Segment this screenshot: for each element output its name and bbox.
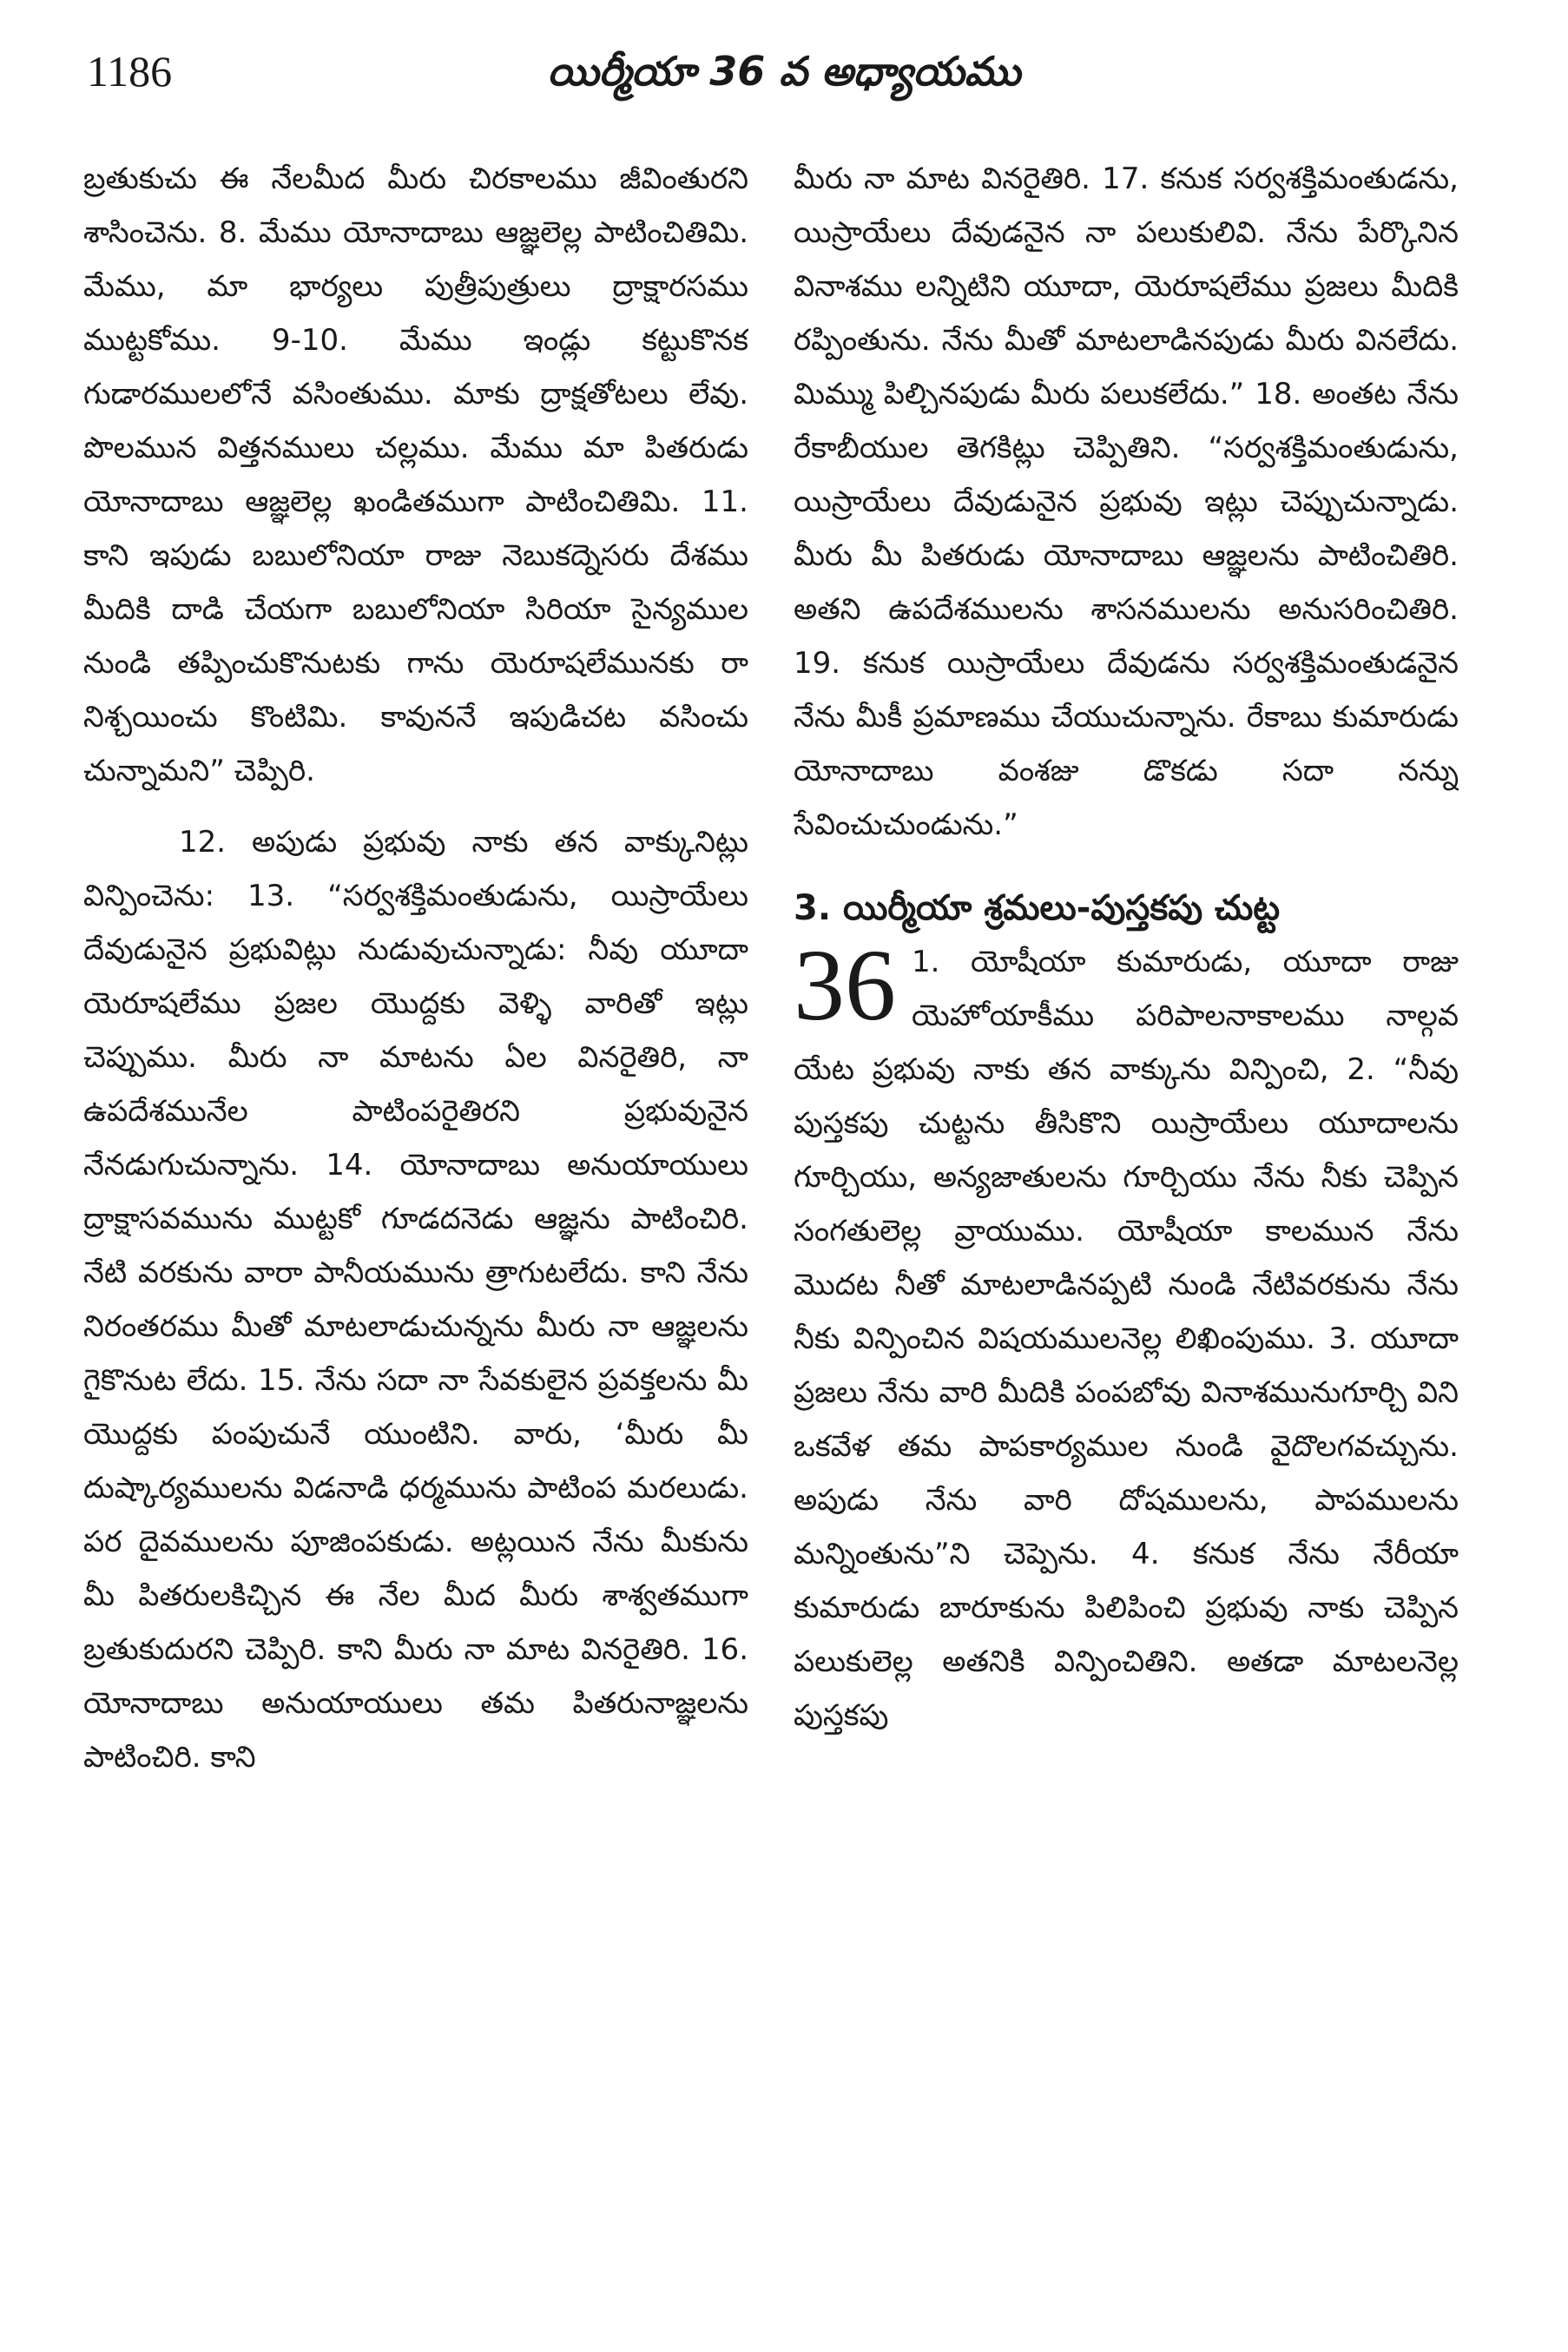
- right-paragraph-1: మీరు నా మాట వినరైతిరి. 17. కనుక సర్వశక్తిమంతుడను, యిస్రాయేలు దేవుడనైన నా పలుకులివి. నేను పేర్కొనిన వినాశము లన్నిటిని యూదా, యెరూషలేము ప్రజలు మీదికి రప్పింతును. నేను మీతో మాటలాడినపుడు మీరు వినలేదు. మిమ్ము పిల్చినపుడు మీరు పలుకలేదు.” 18. అంతట నేను రేకాబీయుల తెగకిట్లు చెప్పితిని. “సర్వశక్తిమంతుడును, యిస్రాయేలు దేవుడునైన ప్రభువు ఇట్లు చెప్పుచున్నాడు. మీరు మీ పితరుడు యోనాదాబు ఆజ్ఞలను పాటించితిరి. అతని ఉపదేశములను శాసనములను అనుసరించితిరి. 19. కనుక యిస్రాయేలు దేవుడను సర్వశక్తిమంతుడనైన నేను మీకీ ప్రమాణము చేయుచున్నాను. రేకాబు కుమారుడు యోనాదాబు వంశజు డొకడు సదా నన్ను సేవించుచుండును.”: [794, 161, 1459, 842]
- running-title: యిర్మీయా 36 వ అధ్యాయము: [547, 48, 1021, 95]
- chapter-block: [794, 928, 1459, 1743]
- right-column: [794, 152, 1459, 2322]
- left-paragraph-2: 12. అపుడు ప్రభువు నాకు తన వాక్కునిట్లు విన్పించెను: 13. “సర్వశక్తిమంతుడును, యిస్రాయేలు దేవుడునైన ప్రభువిట్లు నుడువుచున్నాడు: నీవు యూదా యెరూషలేము ప్రజల యొద్దకు వెళ్ళి వారితో ఇట్లు చెప్పుము. మీరు నా మాటను ఏల వినరైతిరి, నా ఉపదేశమునేల పాటింపరైతిరని ప్రభువునైన నేనడుగుచున్నాను. 14. యోనాదాబు అనుయాయులు ద్రాక్షాసవమును ముట్టకో గూడదనెడు ఆజ్ఞను పాటించిరి. నేటి వరకును వారా పానీయమును త్రాగుటలేదు. కాని నేను నిరంతరము మీతో మాటలాడుచున్నను మీరు నా ఆజ్ఞలను గైకొనుట లేదు. 15. నేను సదా నా సేవకులైన ప్రవక్తలను మీ యొద్దకు పంపుచునే యుంటిని. వారు, ‘మీరు మీ దుష్కార్యములను విడనాడి ధర్మమును పాటింప మరలుడు. పర దైవములను పూజింపకుడు. అట్లయిన నేను మీకును మీ పితరులకిచ్చిన ఈ నేల మీద మీరు శాశ్వతముగా బ్రతుకుదురని చెప్పిరి. కాని మీరు నా మాట వినరైతిరి. 16. యోనాదాబు అనుయాయులు తమ పితరునాజ్ఞలను పాటించిరి. కాని: [83, 825, 748, 1775]
- chapter-number: 36: [794, 928, 896, 1042]
- page-header: [87, 35, 1481, 113]
- page-number: 1186: [87, 47, 173, 96]
- right-paragraph-2: 1. యోషీయా కుమారుడు, యూదా రాజు యెహోయాకీము పరిపాలనాకాలము నాల్గవ యేట ప్రభువు నాకు తన వాక్కును విన్పించి, 2. “నీవు పుస్తకపు చుట్టను తీసికొని యిస్రాయేలు యూదాలను గూర్చియు, అన్యజాతులను గూర్చియు నేను నీకు చెప్పిన సంగతులెల్ల వ్రాయుము. యోషీయా కాలమున నేను మొదట నీతో మాటలాడినప్పటి నుండి నేటివరకును నేను నీకు విన్పించిన విషయములనెల్ల లిఖింపుము. 3. యూదా ప్రజలు నేను వారి మీదికి పంపబోవు వినాశమునుగూర్చి విని ఒకవేళ తమ పాపకార్యముల నుండి వైదొలగవచ్చును. అపుడు నేను వారి దోషములను, పాపములను మన్నింతును”ని చెప్పెను. 4. కనుక నేను నేరీయా కుమారుడు బారూకును పిలిపించి ప్రభువు నాకు చెప్పిన పలుకులెల్ల అతనికి విన్పించితిని. అతడా మాటలనెల్ల పుస్తకపు: [794, 945, 1459, 1733]
- left-column: [83, 152, 748, 2322]
- section-heading: 3. యిర్మీయా శ్రమలు-పుస్తకపు చుట్ట: [794, 888, 1281, 928]
- left-paragraph-1: బ్రతుకుచు ఈ నేలమీద మీరు చిరకాలము జీవింతురని శాసించెను. 8. మేము యోనాదాబు ఆజ్ఞలెల్ల పాటించితిమి. మేము, మా భార్యలు పుత్రీపుత్రులు ద్రాక్షారసము ముట్టకోము. 9-10. మేము ఇండ్లు కట్టుకొనక గుడారములలోనే వసింతుము. మాకు ద్రాక్షతోటలు లేవు. పొలమున విత్తనములు చల్లము. మేము మా పితరుడు యోనాదాబు ఆజ్ఞలెల్ల ఖండితముగా పాటించితిమి. 11. కాని ఇపుడు బబులోనియా రాజు నెబుకద్నెసరు దేశము మీదికి దాడి చేయగా బబులోనియా సిరియా సైన్యముల నుండి తప్పించుకొనుటకు గాను యెరూషలేమునకు రా నిశ్చయించు కొంటిమి. కావుననే ఇపుడిచట వసించు చున్నామని” చెప్పిరి.: [83, 161, 748, 788]
